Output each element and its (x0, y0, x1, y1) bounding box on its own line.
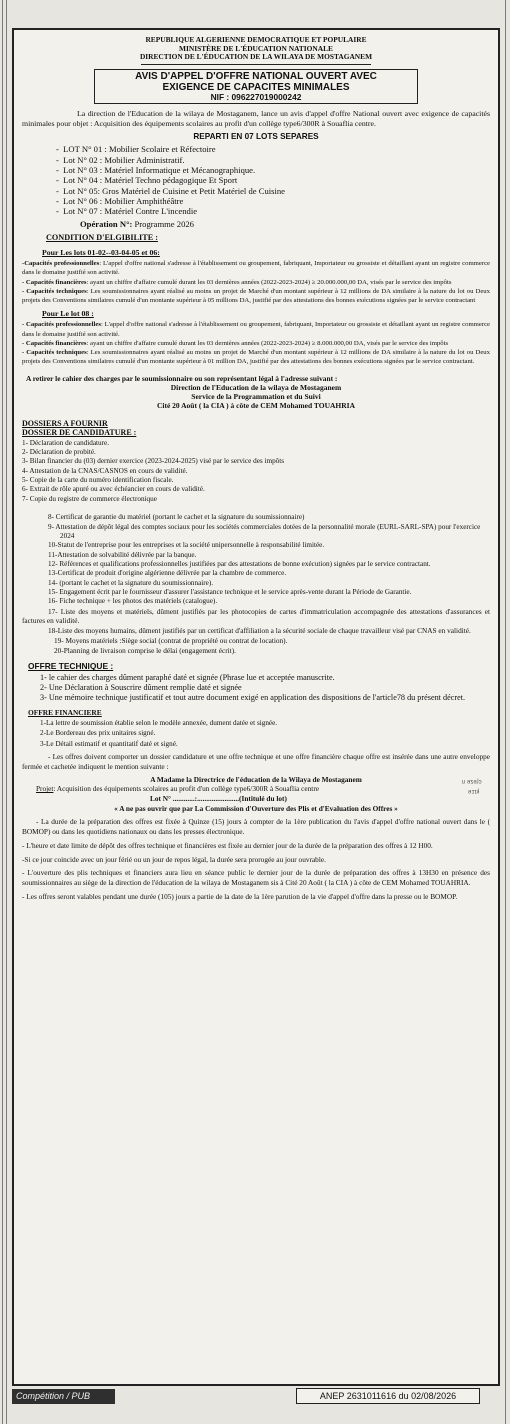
list-item: - Lot N° 07 : Matériel Contre L'incendie (56, 206, 198, 217)
lots-list (56, 144, 490, 216)
header-divider (141, 64, 371, 65)
notice-frame (12, 28, 500, 1386)
documents-heading: DOSSIERS A FOURNIR DOSSIER DE CANDIDATURE : (22, 419, 137, 437)
do-not-open-line: « A ne pas ouvrir que par La Commission d'Ouverture des Plis et d'Evaluation des Offres » (114, 803, 398, 813)
list-item: 20-Planning de livraison comprise le délai (engagement écrit). (54, 645, 236, 655)
list-item: 16- Fiche technique + les photos des matériels (catalogue). (48, 597, 218, 606)
opening-paragraph: - L'ouverture des plis techniques et financiers aura lieu en séance public le dernier jour de la durée de préparation des offres à 13H30 en présence des soumissionnaires au siège de la direction de l'éducation de la wilaya de Mostaganem sis à Cité 20 Août ( la CIA ) à côte de CEM Mohamed TOUAHRIA. (22, 868, 490, 887)
list-item: 3-Le Détail estimatif et quantitatif daté et signé. (40, 739, 178, 748)
capacity-paragraph: -Capacités professionnelles: L'appel d'offre national s'adresse à l'établissement ou groupement, fabriquant, Importateur ou grossiste et détaillant ayant un registre commerce dans le domaine justifié son activité. (22, 260, 491, 277)
list-item: - Lot N° 06 : Mobilier Amphithéâtre (56, 195, 184, 206)
validity-paragraph: - Les offres seront valables pendant une durée (105) jours a partie de la date de la 1ère parution de la vie d'appel d'offre dans la presse ou le BOMOP. (22, 891, 458, 901)
list-item: - Lot N° 05: Gros Matériel de Cuisine et Petit Matériel de Cuisine (56, 185, 285, 196)
bleed-through-text: ɘ1ʇʞ (468, 788, 480, 794)
scan-edge-line (505, 0, 506, 1424)
address-line: Service de la Programmation et du Suivi (191, 392, 321, 402)
list-item: 12- Références et qualifications professionnelles justifiées par des attestations de bonne exécution) signées par le service contractant. (48, 559, 431, 568)
candidature-list-continued (22, 513, 490, 607)
capacity-paragraph: - Capacités financières: ayant un chiffre d'affaire cumulé durant les 03 dernières années (2022-2023-2024) ≥ 8.000.000,00 DA, visés par le service des impôts (22, 339, 449, 347)
list-item: 18-Liste des moyens humains, dûment justifiés par un certificat d'affiliation a la sécurité sociale de chaque travailleur visé par CNAS en validité. (48, 626, 471, 636)
ministry-header (22, 36, 490, 62)
technical-offer-list (22, 673, 490, 704)
list-item: 7- Copie du registre de commerce électronique (22, 494, 157, 503)
list-item: - Lot N° 03 : Matériel Informatique et Mécanographique. (56, 164, 256, 175)
lots-group-heading: Pour Les lots 01-02--03-04-05 et 06: (42, 247, 160, 257)
financial-offer-list (22, 718, 490, 749)
competition-tag: Compétition / PUB (12, 1389, 115, 1404)
notice-subtitle: EXIGENCE DE CAPACITES MINIMALES (162, 81, 350, 93)
addressee-line: A Madame la Directrice de l'éducation de la Wilaya de Mostaganem (150, 774, 362, 784)
list-item: 1-La lettre de soumission établie selon le modèle annexée, dument datée et signée. (40, 718, 278, 727)
header-line: MINISTÈRE DE L'ÉDUCATION NATIONALE (179, 43, 333, 53)
list-item: - Lot N° 02 : Mobilier Administratif. (56, 154, 185, 165)
deadline-paragraph: - La durée de la préparation des offres est fixée à Quinze (15) jours à compter de la 1ère publication du l'avis d'appel d'offre national ouvert dans le ( BOMOP) ou dans les quotidiens nationaux ou dans les presses électronique. (22, 817, 490, 837)
technical-offer-heading: OFFRE TECHNIQUE : (28, 661, 114, 672)
envelope-note: - Les offres doivent comporter un dossier candidature et une offre technique et une offre financière chaque offre est insérée dans une autre enveloppe fermée et cachetée indiquent le mention suivante : (22, 752, 490, 771)
lots-group-heading: Pour Le lot 08 : (42, 308, 94, 318)
capacity-paragraph: - Capacités techniques: Les soumissionnaires ayant réalisé au moins un projet de Marché d'un montant supérieur à 12 millions de DA similaire à la nature du lot ou Deux projets des Conventions similaires cumulé d'un montante supérieur à 01 million DA, justifié par des attestations des bonnes exécutions signées par le service contractant. (22, 348, 490, 365)
lot-line: Lot N° ............:.......................(Intitulé du lot) (150, 794, 287, 804)
scan-edge-line (2, 0, 3, 1424)
list-item: 5- Copie de la carte du numéro identification fiscale. (22, 476, 174, 485)
eligibility-heading: CONDITION D'ELGIBILITE : (46, 233, 158, 243)
list-item: - Lot N° 04 : Matériel Techno pédagogique Et Sport (56, 175, 238, 186)
list-item: 4- Attestation de la CNAS/CASNOS en cours de validité. (22, 466, 188, 475)
list-item: 11-Attestation de solvabilité délivrée par la banque. (48, 550, 197, 559)
retrieval-instruction: A retirer le cahier des charges par le soumissionnaire ou son représentant légal à l'adresse suivant : (26, 373, 338, 383)
notice-title: AVIS D'APPEL D'OFFRE NATIONAL OUVERT AVEC (135, 70, 377, 82)
list-item: 2- Déclaration de probité. (22, 448, 96, 456)
capacity-paragraph: - Capacités techniques: Les soumissionnaires ayant réalisé au moins un projet de Marché d'un montant supérieur à 12 millions de DA similaire à la nature du lot ou Deux projets des Conventions similaires cumulé d'un montante supérieur à 05 millions DA, justifié par des attestations des bonnes exécutions signées par le service contractant (22, 287, 490, 304)
anep-reference: ANEP 2631011616 du 02/08/2026 (296, 1388, 480, 1404)
intro-paragraph: La direction de l'Education de la wilaya de Mostaganem, lance un avis d'appel d'offre National ouvert avec exigence de capacités minimales pour objet : Acquisition des équipements scolaires au profit d'un collège type6/300R à Souaflia centre. (22, 109, 490, 129)
financial-offer-heading: OFFRE FINANCIERE (28, 707, 102, 717)
capacity-paragraph: - Capacités professionnelles: L'appel d'offre national s'adresse à l'établissement ou groupement, fabriquant, Importateur ou grossiste et détaillant ayant un registre commerce dans le domaine justifié son activité. (22, 321, 491, 338)
header-line: REPUBLIQUE ALGERIENNE DEMOCRATIQUE ET POPULAIRE (145, 35, 367, 44)
candidature-list (22, 439, 490, 505)
nif-number: NIF : 096227019000242 (210, 91, 302, 102)
list-item: 13-Certificat de produit d'origine algérienne délivrée par la chambre de commerce. (48, 569, 287, 578)
list-item: 1- Déclaration de candidature. (22, 438, 110, 447)
list-item: 3- Une mémoire technique justificatif et tout autre document exigé en application des dispositions de l'article78 du présent décret. (40, 693, 466, 703)
notice-title-box (94, 69, 418, 105)
lots-heading: REPARTI EN 07 LOTS SEPARES (193, 131, 319, 141)
list-item: 6- Extrait de rôle apuré ou avec échéancier en cours de validité. (22, 485, 205, 494)
address-line: Cité 20 Août ( la CIA ) à côte de CEM Mohamed TOUAHRIA (156, 401, 356, 411)
list-item: 3- Bilan financier du (03) dernier exercice (2023-2024-2025) visé par le service des impôts (22, 457, 285, 466)
holiday-paragraph: -Si ce jour coincide avec un jour férié ou un jour de repos légal, la durée sera prorogée au jour ouvrable. (22, 854, 326, 864)
list-item: 10-Statut de l'entreprise pour les entreprises et la société unipersonnelle à responsabilité limitée. (48, 541, 325, 550)
list-item: 9- Attestation de dépôt légal des comptes sociaux pour les sociétés commerciales dotées de la personnalité morale (EURL-SARL-SPA) pour l'exercice 2024 (48, 522, 481, 540)
capacity-paragraph: - Capacités financières: ayant un chiffre d'affaire cumulé durant les 03 dernières années (2022-2023-2024) ≥ 20.000.000,00 DA, visés par le service des impôts (22, 278, 452, 286)
bleed-through-text: ri ɘzɘɿɔ (462, 778, 482, 784)
list-item: - LOT N° 01 : Mobilier Scolaire et Réfectoire (56, 144, 216, 155)
list-item: 17- Liste des moyens et matériels, dûment justifiés par les photocopies de cartes d'immatriculation accompagnée des attestations d'assurances et factures en validité. (22, 606, 490, 626)
address-block (22, 383, 490, 410)
list-item: 2- Une Déclaration à Souscrire dûment remplie daté et signée (40, 683, 242, 693)
operation-line: Opération N°: Programme 2026 (80, 219, 194, 230)
scan-edge-line (6, 0, 7, 1424)
header-line: DIRECTION DE L'ÉDUCATION DE LA WILAYA DE MOSTAGANEM (139, 52, 373, 62)
list-item: 14- (portant le cachet et la signature du soumissionnaire). (48, 578, 214, 587)
list-item: 2-Le Bordereau des prix unitaires signé. (40, 729, 156, 738)
list-item: 19- Moyens matériels :Siège social (contrat de propriété ou contrat de location). (54, 635, 288, 645)
list-item: 15- Engagement écrit par le fournisseur d'assurer l'assistance technique et le service après-vente durant la Période de Garantie. (48, 588, 412, 597)
address-line: Direction de l'Education de la wilaya de Mostaganem (170, 383, 342, 393)
project-line: Projet: Acquisition des équipements scolaires au profit d'un collège type6/300R à Souaflia centre (36, 784, 319, 794)
deadline-paragraph: - L'heure et date limite de dépôt des offres technique et financières est fixée au dernier jour de la durée de la préparation des offres à 12 H00. (22, 840, 433, 850)
list-item: 1- le cahier des charges dûment paraphé daté et signée (Phrase lue et acceptée manuscrite. (40, 672, 335, 682)
list-item: 8- Certificat de garantie du matériel (portant le cachet et la signature du soumissionnaire) (48, 513, 305, 522)
